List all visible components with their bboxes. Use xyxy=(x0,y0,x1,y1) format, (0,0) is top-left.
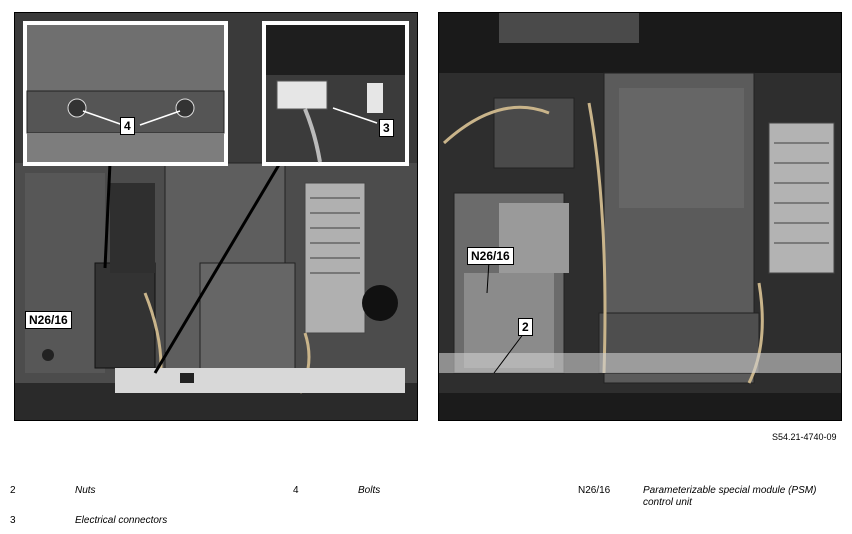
legend-text-bolts: Bolts xyxy=(358,485,381,496)
right-callout-nuts: 2 xyxy=(518,318,533,336)
right-photo-drawing xyxy=(439,13,841,420)
left-photo xyxy=(14,12,418,421)
left-callout-psm: N26/16 xyxy=(25,311,72,329)
left-callout-connectors: 3 xyxy=(379,119,394,137)
right-photo xyxy=(438,12,842,421)
legend-num-bolts: 4 xyxy=(293,485,299,496)
legend-text-connectors: Electrical connectors xyxy=(75,515,168,526)
legend-num-psm: N26/16 xyxy=(578,485,611,496)
left-photo-drawing xyxy=(15,13,417,420)
legend-num-connectors: 3 xyxy=(10,515,16,526)
legend-text-nuts: Nuts xyxy=(75,485,96,496)
left-callout-bolts: 4 xyxy=(120,117,135,135)
legend-num-nuts: 2 xyxy=(10,485,16,496)
figure-code: S54.21-4740-09 xyxy=(772,432,837,442)
legend-text-psm: Parameterizable special module (PSM) control unit xyxy=(643,485,817,508)
right-callout-psm: N26/16 xyxy=(467,247,514,265)
